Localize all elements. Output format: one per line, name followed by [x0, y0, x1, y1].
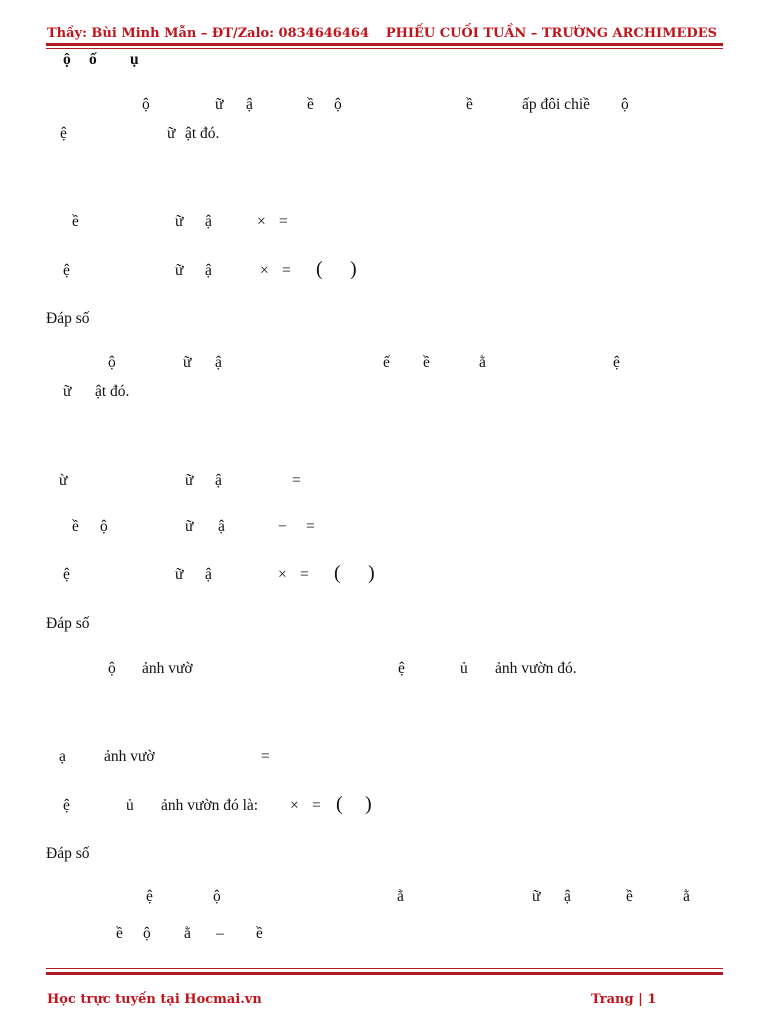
- text-fragment: Đáp số: [46, 845, 90, 862]
- footer-page-number: Trang | 1: [591, 992, 657, 1007]
- text-fragment: ậ: [215, 354, 222, 371]
- text-fragment: =: [312, 797, 321, 814]
- text-fragment: ữ: [175, 262, 184, 279]
- text-fragment: ữ: [215, 96, 224, 113]
- text-fragment: ×: [290, 797, 299, 814]
- text-fragment: ề: [307, 96, 314, 113]
- text-fragment: (: [334, 562, 341, 584]
- text-fragment: ậ: [205, 213, 212, 230]
- text-fragment: ệ: [60, 125, 67, 142]
- text-fragment: ạ: [59, 748, 66, 765]
- text-fragment: ữ: [175, 566, 184, 583]
- text-fragment: ật đó.: [185, 125, 220, 142]
- text-fragment: ảnh vườ: [104, 748, 155, 765]
- header-teacher-info: Thầy: Bùi Minh Mẫn – ĐT/Zalo: 0834646464: [47, 26, 369, 41]
- text-fragment: ậ: [564, 888, 571, 905]
- text-fragment: ệ: [63, 262, 70, 279]
- text-fragment: ữ: [63, 383, 72, 400]
- text-fragment: Đáp số: [46, 615, 90, 632]
- text-fragment: =: [300, 566, 309, 583]
- text-fragment: ×: [257, 213, 266, 230]
- text-fragment: ảnh vườn đó là:: [161, 797, 259, 814]
- text-fragment: =: [261, 748, 270, 765]
- text-fragment: ộ: [143, 925, 151, 942]
- text-fragment: ảnh vườn đó.: [495, 660, 577, 677]
- text-fragment: (: [336, 793, 343, 815]
- text-fragment: (: [316, 258, 323, 280]
- text-fragment: ): [350, 258, 357, 280]
- text-fragment: ộ: [100, 518, 108, 535]
- text-fragment: ừ: [59, 472, 68, 489]
- text-fragment: ậ: [205, 262, 212, 279]
- text-fragment: ằ: [397, 888, 404, 905]
- text-fragment: =: [306, 518, 315, 535]
- header-divider-thin: [46, 48, 723, 49]
- text-fragment: ề: [72, 518, 79, 535]
- text-fragment: –: [216, 925, 224, 942]
- text-fragment: ữ: [185, 518, 194, 535]
- text-fragment: ữ: [183, 354, 192, 371]
- text-fragment: ệ: [613, 354, 620, 371]
- text-fragment: −: [278, 518, 287, 535]
- text-fragment: ảnh vườ: [142, 660, 193, 677]
- header-worksheet-title: PHIẾU CUỐI TUẦN – TRƯỜNG ARCHIMEDES: [385, 26, 717, 41]
- text-fragment: ủ: [126, 797, 134, 814]
- text-fragment: ật đó.: [95, 383, 130, 400]
- text-fragment: ữ: [185, 472, 194, 489]
- text-fragment: ệ: [63, 566, 70, 583]
- text-fragment: ×: [278, 566, 287, 583]
- footer-divider-thick: [46, 972, 723, 975]
- header-divider-thick: [46, 43, 723, 46]
- text-fragment: ệ: [146, 888, 153, 905]
- text-fragment: ề: [466, 96, 473, 113]
- text-fragment: ậ: [215, 472, 222, 489]
- text-fragment: ệ: [398, 660, 405, 677]
- text-fragment: ố: [89, 51, 97, 68]
- text-fragment: ằ: [184, 925, 191, 942]
- text-fragment: ộ: [63, 51, 71, 68]
- text-fragment: ậ: [218, 518, 225, 535]
- text-fragment: ộ: [213, 888, 221, 905]
- text-fragment: ộ: [108, 354, 116, 371]
- text-fragment: =: [292, 472, 301, 489]
- text-fragment: ): [365, 793, 372, 815]
- text-fragment: ề: [116, 925, 123, 942]
- text-fragment: ộ: [108, 660, 116, 677]
- text-fragment: ậ: [205, 566, 212, 583]
- footer-divider-thin: [46, 968, 723, 969]
- text-fragment: ụ: [130, 51, 139, 68]
- text-fragment: =: [282, 262, 291, 279]
- text-fragment: ủ: [460, 660, 468, 677]
- text-fragment: ậ: [246, 96, 253, 113]
- text-fragment: ộ: [142, 96, 150, 113]
- text-fragment: ộ: [621, 96, 629, 113]
- text-fragment: ề: [423, 354, 430, 371]
- text-fragment: ữ: [175, 213, 184, 230]
- text-fragment: ): [368, 562, 375, 584]
- text-fragment: ấp đôi chiề: [522, 96, 591, 113]
- text-fragment: ×: [260, 262, 269, 279]
- footer-website: Học trực tuyến tại Hocmai.vn: [47, 992, 262, 1007]
- text-fragment: =: [279, 213, 288, 230]
- text-fragment: ữ: [532, 888, 541, 905]
- text-fragment: ằ: [479, 354, 486, 371]
- text-fragment: ề: [626, 888, 633, 905]
- text-fragment: Đáp số: [46, 310, 90, 327]
- text-fragment: ế: [383, 354, 390, 371]
- text-fragment: ằ: [683, 888, 690, 905]
- text-fragment: ề: [256, 925, 263, 942]
- text-fragment: ề: [72, 213, 79, 230]
- text-fragment: ệ: [63, 797, 70, 814]
- text-fragment: ộ: [334, 96, 342, 113]
- text-fragment: ữ: [167, 125, 176, 142]
